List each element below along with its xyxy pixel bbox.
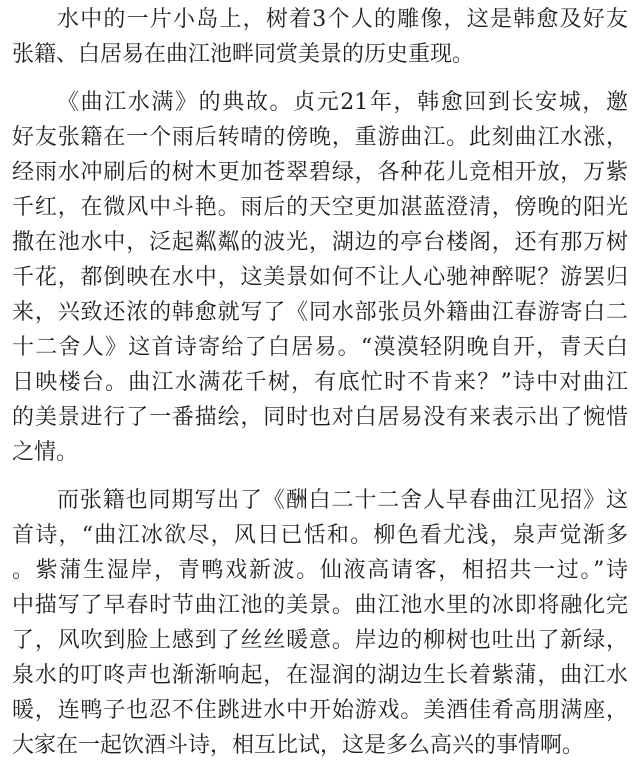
text-line: 十二舍人》这首诗寄给了白居易。“漠漠轻阴晚自开，青天白 xyxy=(12,335,628,360)
text-line: 千红，在微风中斗艳。雨后的天空更加湛蓝澄清，傍晚的阳光 xyxy=(12,195,628,220)
text-line: 日映楼台。曲江水满花千树，有底忙时不肯来？”诗中对曲江 xyxy=(12,370,628,395)
text-line: 中描写了早春时节曲江池的美景。曲江池水里的冰即将融化完 xyxy=(12,593,628,618)
text-line: 来，兴致还浓的韩愈就写了《同水部张员外籍曲江春游寄白二 xyxy=(12,300,628,325)
text-line: 首诗，“曲江冰欲尽，风日已恬和。柳色看尤浅，泉声觉渐多 xyxy=(12,523,628,548)
text-line: 张籍、白居易在曲江池畔同赏美景的历史重现。 xyxy=(12,42,475,67)
text-line: 了，风吹到脸上感到了丝丝暖意。岸边的柳树也吐出了新绿， xyxy=(12,628,628,653)
text-line: 经雨水冲刷后的树木更加苍翠碧绿，各种花儿竞相开放，万紫 xyxy=(12,160,628,185)
text-line: 大家在一起饮酒斗诗，相互比试，这是多么高兴的事情啊。 xyxy=(12,733,585,758)
text-line: 千花，都倒映在水中，这美景如何不让人心驰神醉呢？游罢归 xyxy=(12,265,628,290)
text-line: 的美景进行了一番描绘，同时也对白居易没有来表示出了惋惜 xyxy=(12,405,628,430)
text-line: 《曲江水满》的典故。贞元21年，韩愈回到长安城，邀 xyxy=(57,90,628,115)
text-line: 暖，连鸭子也忍不住跳进水中开始游戏。美酒佳肴高朋满座， xyxy=(12,698,628,723)
text-line: 水中的一片小岛上，树着3个人的雕像，这是韩愈及好友 xyxy=(57,7,628,32)
text-line: 而张籍也同期写出了《酬白二十二舍人早春曲江见招》这 xyxy=(57,488,628,513)
text-line: 好友张籍在一个雨后转晴的傍晚，重游曲江。此刻曲江水涨， xyxy=(12,125,628,150)
text-line: 。紫蒲生湿岸，青鸭戏新波。仙液高请客，相招共一过。”诗 xyxy=(12,558,628,583)
text-line: 之情。 xyxy=(12,440,79,465)
text-line: 撒在池水中，泛起粼粼的波光，湖边的亭台楼阁，还有那万树 xyxy=(12,230,628,255)
text-line: 泉水的叮咚声也渐渐响起，在湿润的湖边生长着紫蒲，曲江水 xyxy=(12,663,628,688)
